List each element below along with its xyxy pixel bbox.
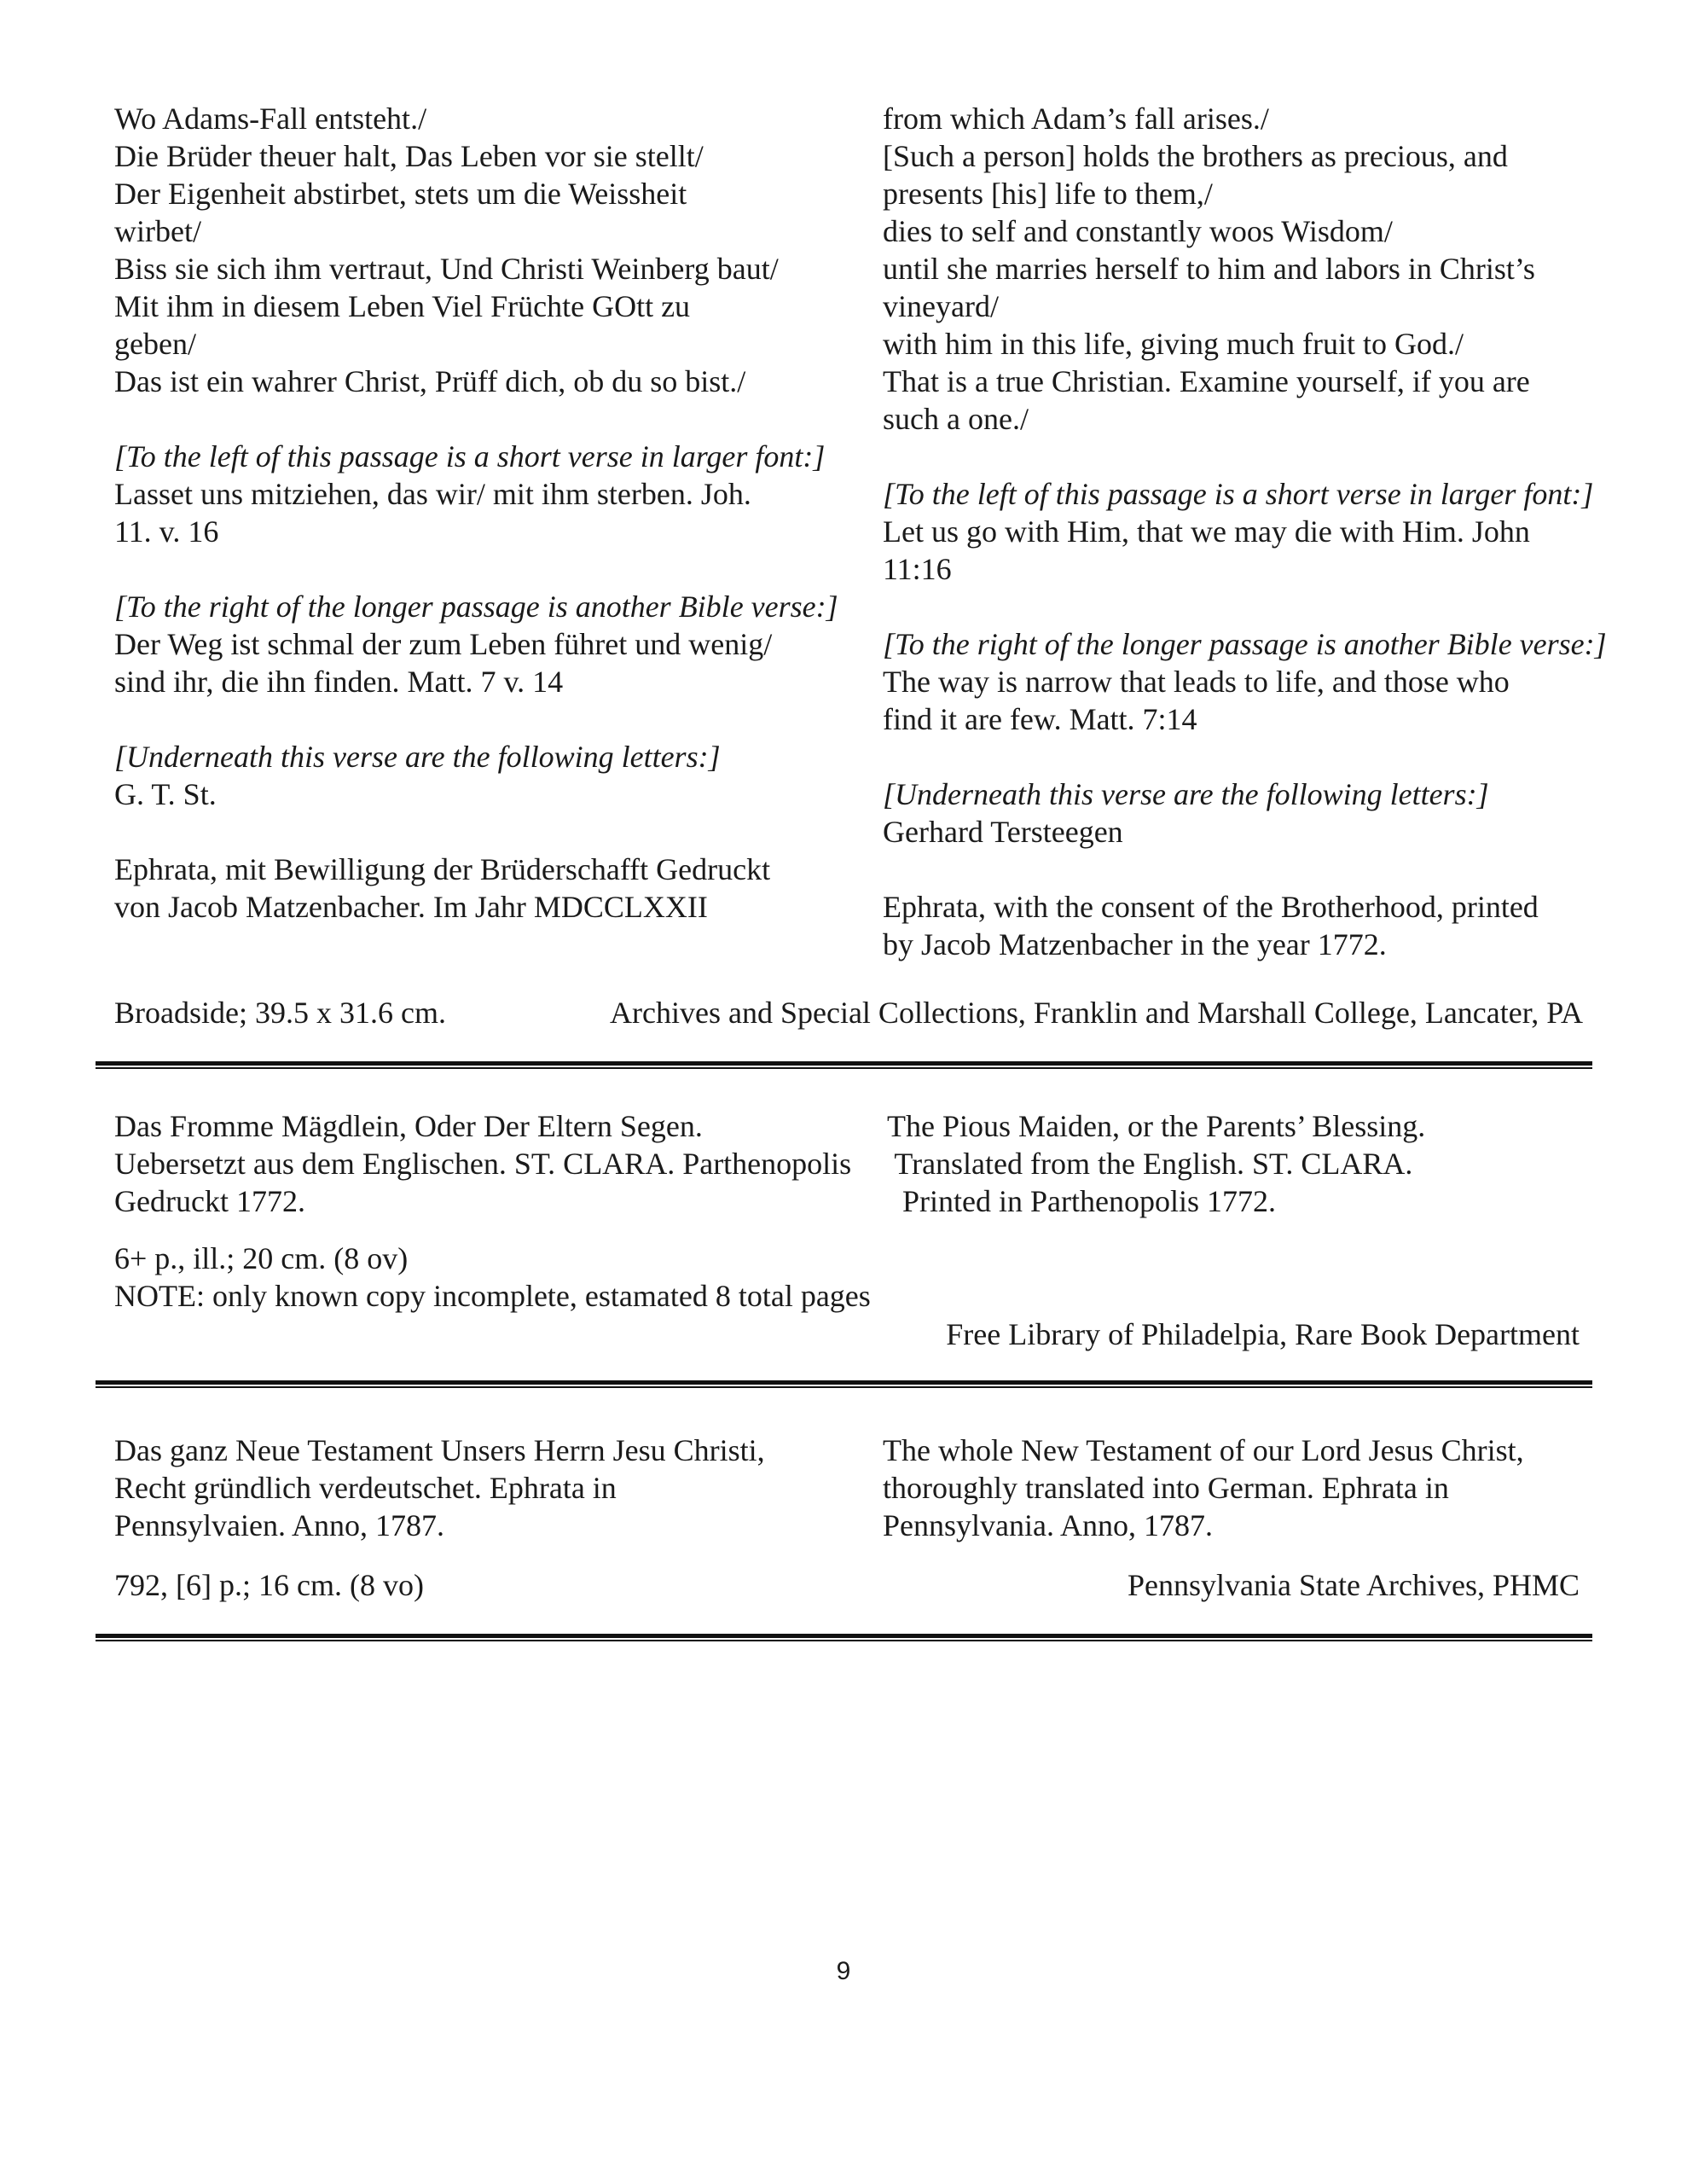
text-line: dies to self and constantly woos Wisdom/ bbox=[883, 214, 1393, 248]
bible-verse-line: find it are few. Matt. 7:14 bbox=[883, 702, 1197, 736]
bible-verse-line: Lasset uns mitziehen, das wir/ mit ihm sterben. Joh. bbox=[114, 477, 751, 511]
bible-verse-line: The way is narrow that leads to life, and those who bbox=[883, 665, 1510, 699]
title-line: Recht gründlich verdeutschet. Ephrata in bbox=[114, 1471, 617, 1505]
title-line: thoroughly translated into German. Ephrata in bbox=[883, 1471, 1449, 1505]
text-line: Biss sie sich ihm vertraut, Und Christi Weinberg baut/ bbox=[114, 252, 779, 286]
section1-format: Broadside; 39.5 x 31.6 cm. bbox=[114, 996, 446, 1030]
section2-format: 6+ p., ill.; 20 cm. (8 ov) bbox=[114, 1241, 409, 1275]
editorial-note: [To the left of this passage is a short verse in larger font:] bbox=[114, 439, 826, 473]
letters-line: Gerhard Tersteegen bbox=[883, 815, 1123, 849]
editorial-note: [To the right of the longer passage is another Bible verse:] bbox=[883, 627, 1607, 661]
title-line: Pennsylvania. Anno, 1787. bbox=[883, 1508, 1213, 1542]
section3-format: 792, [6] p.; 16 cm. (8 vo) bbox=[114, 1568, 424, 1602]
title-line: Printed in Parthenopolis 1772. bbox=[887, 1184, 1276, 1218]
imprint-line: Ephrata, with the consent of the Brotherhood, printed bbox=[883, 890, 1539, 924]
text-line: That is a true Christian. Examine yourself, if you are bbox=[883, 364, 1530, 398]
editorial-note: [To the left of this passage is a short verse in larger font:] bbox=[883, 477, 1594, 511]
text-line: geben/ bbox=[114, 327, 196, 361]
section-divider bbox=[96, 1061, 1592, 1069]
section2-location: Free Library of Philadelpia, Rare Book Department bbox=[946, 1317, 1580, 1351]
text-line: wirbet/ bbox=[114, 214, 201, 248]
page-number: 9 bbox=[836, 1957, 851, 1985]
editorial-note: [Underneath this verse are the following letters:] bbox=[883, 777, 1489, 811]
title-line: Uebersetzt aus dem Englischen. ST. CLARA. Parthenopolis bbox=[114, 1147, 852, 1181]
imprint-line: von Jacob Matzenbacher. Im Jahr MDCCLXXII bbox=[114, 890, 708, 924]
title-line: Pennsylvaien. Anno, 1787. bbox=[114, 1508, 444, 1542]
text-line: Die Brüder theuer halt, Das Leben vor sie stellt/ bbox=[114, 139, 704, 173]
bible-verse-line: Let us go with Him, that we may die with Him. John bbox=[883, 514, 1530, 549]
title-line: Das ganz Neue Testament Unsers Herrn Jesu Christi, bbox=[114, 1433, 765, 1467]
title-line: The Pious Maiden, or the Parents’ Blessing. bbox=[887, 1109, 1426, 1143]
section1-english-column bbox=[883, 100, 1616, 963]
bible-verse-line: sind ihr, die ihn finden. Matt. 7 v. 14 bbox=[114, 665, 564, 699]
section-divider bbox=[96, 1380, 1592, 1388]
bible-verse-line: 11:16 bbox=[883, 552, 952, 586]
text-line: presents [his] life to them,/ bbox=[883, 177, 1213, 211]
text-line: until she marries herself to him and labors in Christ’s bbox=[883, 252, 1535, 286]
bible-verse-line: Der Weg ist schmal der zum Leben führet und wenig/ bbox=[114, 627, 773, 661]
section2-note: NOTE: only known copy incomplete, estamated 8 total pages bbox=[114, 1279, 871, 1313]
text-line: with him in this life, giving much fruit to God./ bbox=[883, 327, 1464, 361]
text-line: vineyard/ bbox=[883, 289, 999, 323]
section-divider bbox=[96, 1634, 1592, 1641]
section1-german-column bbox=[114, 100, 848, 926]
section1-location: Archives and Special Collections, Franklin and Marshall College, Lancater, PA bbox=[610, 996, 1583, 1030]
title-line: The whole New Testament of our Lord Jesus Christ, bbox=[883, 1433, 1524, 1467]
text-line: Wo Adams-Fall entsteht./ bbox=[114, 102, 427, 136]
section2-english-column bbox=[887, 1107, 1620, 1220]
section3-german-column bbox=[114, 1432, 865, 1544]
section2-german-column bbox=[114, 1107, 882, 1220]
editorial-note: [To the right of the longer passage is another Bible verse:] bbox=[114, 590, 838, 624]
bible-verse-line: 11. v. 16 bbox=[114, 514, 219, 549]
text-line: [Such a person] holds the brothers as precious, and bbox=[883, 139, 1508, 173]
title-line: Das Fromme Mägdlein, Oder Der Eltern Segen. bbox=[114, 1109, 703, 1143]
title-line: Translated from the English. ST. CLARA. bbox=[887, 1147, 1413, 1181]
text-line: Mit ihm in diesem Leben Viel Früchte GOtt zu bbox=[114, 289, 691, 323]
text-line: Der Eigenheit abstirbet, stets um die Weissheit bbox=[114, 177, 687, 211]
text-line: such a one./ bbox=[883, 402, 1029, 436]
text-line: Das ist ein wahrer Christ, Prüff dich, ob du so bist./ bbox=[114, 364, 746, 398]
title-line: Gedruckt 1772. bbox=[114, 1184, 305, 1218]
imprint-line: Ephrata, mit Bewilligung der Brüderschafft Gedruckt bbox=[114, 852, 771, 886]
letters-line: G. T. St. bbox=[114, 777, 217, 811]
section3-location: Pennsylvania State Archives, PHMC bbox=[1128, 1568, 1580, 1602]
imprint-line: by Jacob Matzenbacher in the year 1772. bbox=[883, 927, 1387, 961]
editorial-note: [Underneath this verse are the following letters:] bbox=[114, 740, 721, 774]
section3-english-column bbox=[883, 1432, 1616, 1544]
text-line: from which Adam’s fall arises./ bbox=[883, 102, 1269, 136]
